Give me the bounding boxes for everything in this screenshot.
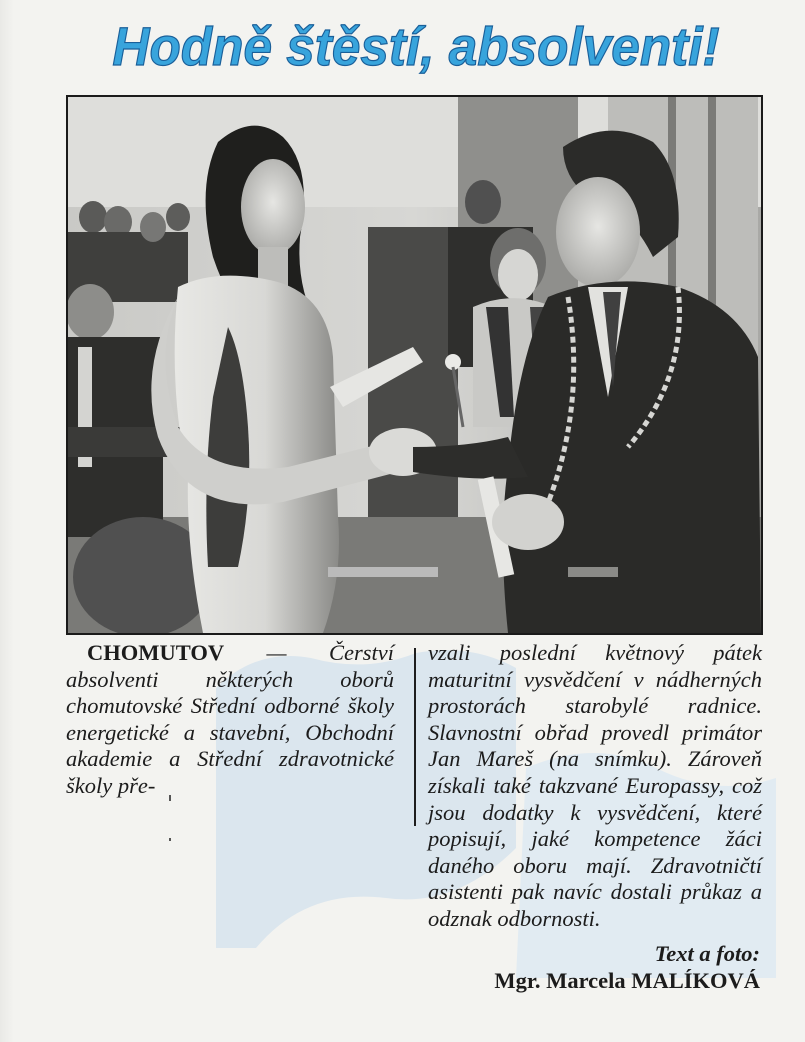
- credit-author: [494, 967, 760, 994]
- ceremony-photo: [66, 95, 763, 635]
- article-right-column: vzali poslední květnový pátek maturitní vysvědčení v nádherných prostorách starobylé radnice. Slavnostní obřad provedl primátor Jan Mareš (na snímku). Zároveň získali také takzvané Europassy, což jsou dodatky k vysvědčení, které popisují, jaké kompetence žáci daného oboru mají. Zdravotničtí asistenti pak navíc dostali průkaz a odznak odbornosti.: [428, 640, 762, 931]
- article-left-column: [66, 640, 394, 800]
- article-body: [66, 640, 766, 1000]
- article-left-text: — Čerství absolventi některých oborů chomutovské Střední odborné školy energetické a stavební, Obchodní akademie a Střední zdravotnické školy pře-: [66, 640, 394, 798]
- photo-credit: [494, 940, 760, 994]
- photo-icon: [68, 97, 761, 633]
- headline: Hodně štěstí, absolventi!: [112, 17, 720, 77]
- scan-edge: [0, 0, 14, 1042]
- credit-label: Text a foto:: [654, 941, 760, 966]
- dateline-place: CHOMUTOV: [87, 640, 225, 665]
- column-divider: [414, 648, 416, 826]
- print-speck: [169, 795, 171, 801]
- credit-author-prefix: Mgr. Marcela: [494, 968, 632, 993]
- credit-author-surname: MALÍKOVÁ: [631, 968, 760, 993]
- print-speck: [169, 838, 171, 841]
